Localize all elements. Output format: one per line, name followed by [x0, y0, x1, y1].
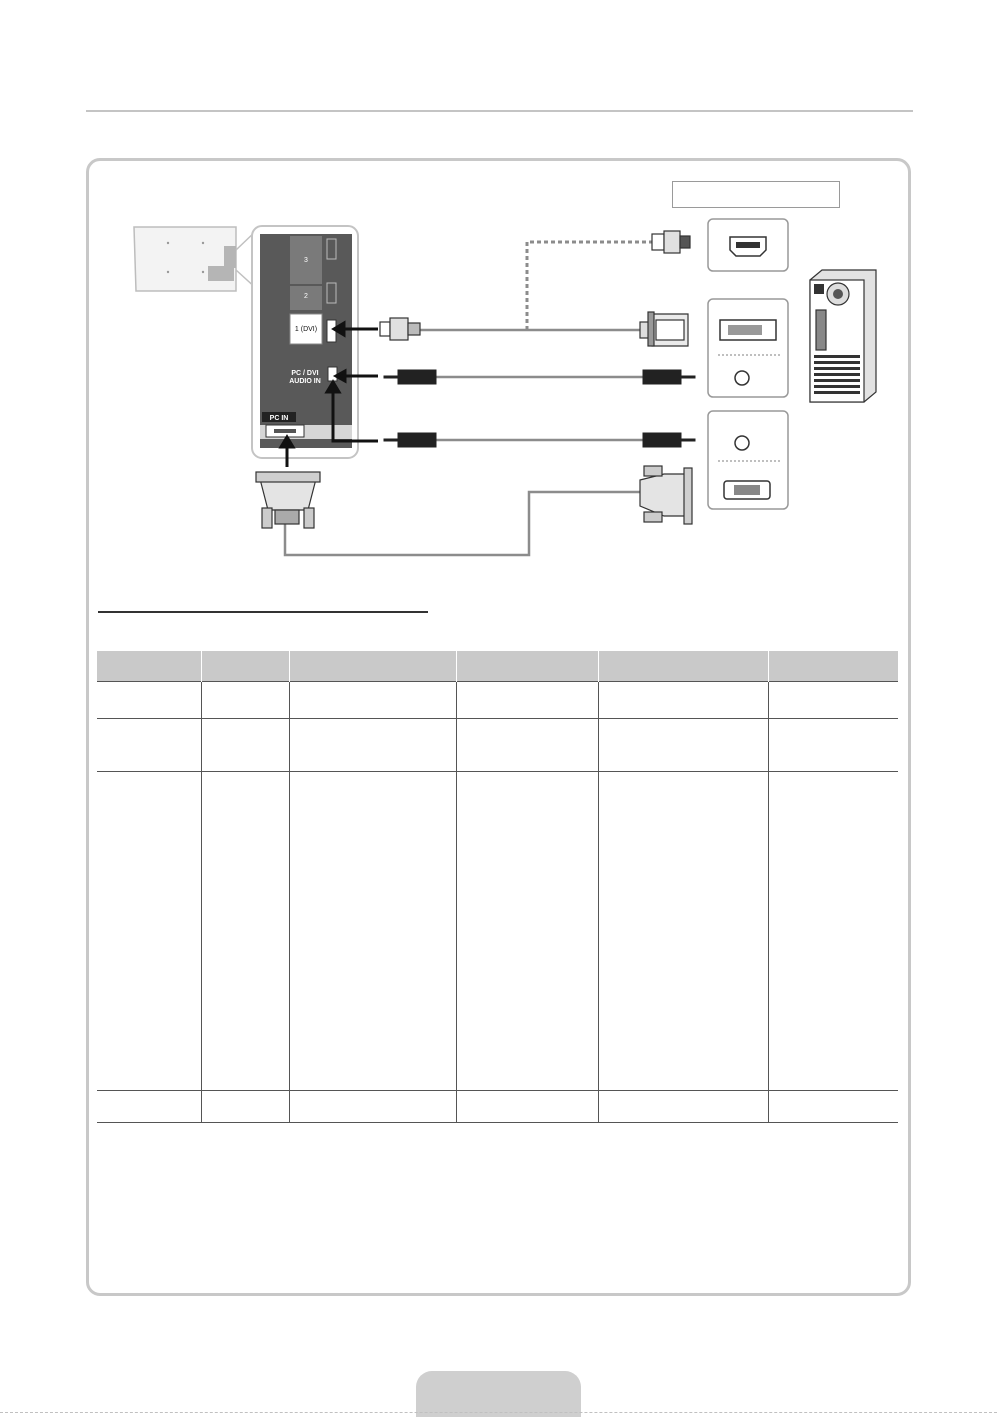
table-cell — [289, 682, 456, 719]
table-cell — [598, 719, 768, 772]
hdmi-plug-tv — [380, 318, 420, 340]
table-cell — [768, 1091, 898, 1123]
table-cell — [201, 719, 289, 772]
table-cell — [201, 682, 289, 719]
hdmi2-label: 2 — [304, 293, 308, 300]
table-cell — [97, 772, 201, 1091]
table-cell — [598, 1091, 768, 1123]
table-cell — [201, 772, 289, 1091]
table-cell — [768, 719, 898, 772]
device-vga-port-panel — [708, 411, 788, 509]
spec-table — [97, 651, 898, 1123]
pc-dvi-audio-label-1: PC / DVI — [291, 370, 319, 377]
table-cell — [289, 1091, 456, 1123]
table-cell — [97, 1091, 201, 1123]
dvi-plug — [640, 312, 688, 346]
hdmi1-dvi-label: 1 (DVI) — [294, 326, 318, 333]
table-row — [97, 1091, 898, 1123]
table-cell — [289, 719, 456, 772]
table-header-cell — [768, 651, 898, 682]
table-row — [97, 682, 898, 719]
table-header-cell — [598, 651, 768, 682]
table-cell — [456, 772, 598, 1091]
table-cell — [768, 772, 898, 1091]
table-header-cell — [201, 651, 289, 682]
table-row — [97, 772, 898, 1091]
table-cell — [201, 1091, 289, 1123]
table-header-cell — [289, 651, 456, 682]
table-cell — [456, 1091, 598, 1123]
pc-connection-diagram — [100, 212, 890, 562]
table-header-cell — [456, 651, 598, 682]
table-cell — [768, 682, 898, 719]
pc-tower-icon — [810, 270, 876, 402]
device-dvi-port-panel — [708, 299, 788, 397]
table-header-cell — [97, 651, 201, 682]
table-cell — [289, 772, 456, 1091]
dsub-plug-tv — [256, 472, 320, 528]
hdmi3-label: 3 — [304, 257, 308, 264]
table-header-row — [97, 651, 898, 682]
dsub-plug-pc — [640, 466, 692, 524]
table-cell — [598, 682, 768, 719]
section-underline — [98, 611, 428, 613]
table-cell — [456, 682, 598, 719]
device-hdmi-port-panel — [708, 219, 788, 271]
table-row — [97, 719, 898, 772]
tv-rear-thumbnail — [134, 227, 258, 291]
hdmi-plug — [652, 231, 690, 253]
table-cell — [598, 772, 768, 1091]
bottom-cut-line — [0, 1412, 997, 1413]
audio-plugs — [384, 370, 695, 447]
top-divider — [86, 110, 913, 112]
pc-dvi-audio-label-2: AUDIO IN — [289, 378, 321, 385]
pc-in-label: PC IN — [269, 415, 289, 422]
page-number-tab — [416, 1371, 581, 1417]
header-label-box — [672, 181, 840, 208]
table-cell — [97, 719, 201, 772]
table-cell — [456, 719, 598, 772]
table-cell — [97, 682, 201, 719]
